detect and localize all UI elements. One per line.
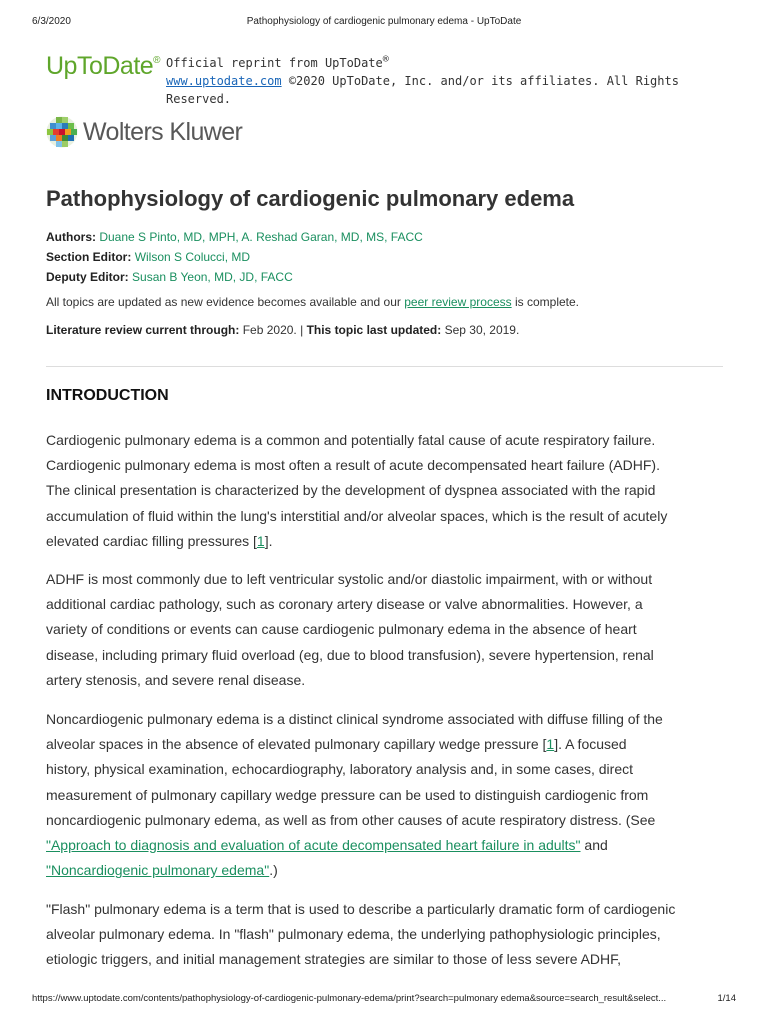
paragraph-2 [46, 567, 728, 693]
reprint-notice [166, 54, 738, 108]
deputy-editor-label: Deputy Editor: [46, 270, 129, 284]
reference-link-1[interactable]: 1 [546, 736, 555, 753]
authors-label: Authors: [46, 230, 96, 244]
reprint-line: Official reprint from UpToDate [166, 56, 383, 70]
paragraph-line: alveolar pulmonary edema. In "flash" pulmonary edema, the underlying pathophysiologic principles, [46, 926, 661, 943]
paragraph-line: variety of conditions or events can cause cardiogenic pulmonary edema in the absence of heart [46, 621, 637, 638]
print-header [0, 16, 768, 30]
authors-row [46, 227, 423, 247]
uptodate-site-link[interactable]: www.uptodate.com [166, 74, 282, 88]
paragraph-line: measurement of pulmonary capillary wedge pressure can be used to distinguish cardiogenic from [46, 786, 649, 803]
paragraph-line [46, 732, 728, 757]
paragraph-line: disease, including primary fluid overload (eg, due to blood transfusion), severe hypertension, renal [46, 646, 654, 663]
line-text: .) [269, 862, 278, 879]
reprint-registered-mark: ® [382, 54, 389, 65]
paragraph-line: history, physical examination, echocardiography, laboratory analysis and, in some cases, direct [46, 761, 633, 778]
print-title: Pathophysiology of cardiogenic pulmonary edema - UpToDate [246, 16, 522, 27]
paragraph-line: Cardiogenic pulmonary edema is a common and potentially fatal cause of acute respiratory failure. [46, 432, 656, 448]
update-note [46, 295, 579, 309]
print-url: https://www.uptodate.com/contents/pathophysiology-of-cardiogenic-pulmonary-edema/print?search=pulmonary edema&source=search_result&select... [32, 993, 667, 1004]
paragraph-line: accumulation of fluid within the lung's interstitial and/or alveolar spaces, which is the result of acutely [46, 507, 668, 524]
section-editor-label: Section Editor: [46, 250, 132, 264]
paragraph-line: artery stenosis, and severe renal disease. [46, 671, 306, 688]
line-text: and [580, 836, 608, 853]
deputy-editor-row [46, 267, 293, 287]
line-text: ]. [264, 532, 273, 549]
paragraph-line [46, 858, 728, 883]
registered-mark: ® [153, 55, 161, 66]
page-number: 1/14 [717, 993, 736, 1004]
paragraph-line [46, 833, 728, 858]
adhf-diagnosis-topic-link[interactable]: "Approach to diagnosis and evaluation of acute decompensated heart failure in adults" [46, 836, 581, 853]
line-text: elevated cardiac filling pressures [ [46, 532, 257, 549]
paragraph-3 [46, 707, 728, 883]
section-editor-value[interactable]: Wilson S Colucci, MD [134, 250, 251, 264]
paragraph-line: noncardiogenic pulmonary edema, as well as from other causes of acute respiratory distress. (See [46, 811, 656, 828]
divider [46, 366, 723, 367]
lit-review-label: Literature review current through: [46, 323, 240, 337]
update-note-tail: is complete. [514, 295, 579, 309]
paragraph-line [46, 529, 728, 554]
print-date: 6/3/2020 [32, 16, 71, 27]
print-footer [0, 993, 768, 1007]
paragraph-4 [46, 897, 728, 973]
paragraph-line: ADHF is most commonly due to left ventricular systolic and/or diastolic impairment, with or without [46, 571, 653, 587]
paragraph-line: Cardiogenic pulmonary edema is most often a result of acute decompensated heart failure (ADHF). [46, 457, 660, 474]
authors-value[interactable]: Duane S Pinto, MD, MPH, A. Reshad Garan, MD, MS, FACC [99, 230, 423, 244]
literature-review-line [46, 323, 519, 337]
wolters-kluwer-mosaic-icon [46, 116, 78, 148]
copyright-text: ©2020 UpToDate, Inc. and/or its affiliates. All Rights Reserved. [166, 74, 679, 106]
paragraph-line: Noncardiogenic pulmonary edema is a distinct clinical syndrome associated with diffuse filling of the [46, 711, 663, 727]
paragraph-line: etiologic triggers, and initial management strategies are similar to those of less severe ADHF, [46, 951, 622, 968]
line-text: ]. A focused [554, 736, 627, 753]
reference-link-1[interactable]: 1 [256, 532, 265, 549]
update-note-text: All topics are updated as new evidence becomes available and our [46, 295, 401, 309]
section-editor-row [46, 247, 250, 267]
brand-row [46, 52, 738, 106]
noncardiogenic-edema-topic-link[interactable]: "Noncardiogenic pulmonary edema" [46, 862, 270, 879]
section-heading-introduction: INTRODUCTION [46, 387, 169, 404]
lit-review-value: Feb 2020. | [242, 323, 304, 337]
deputy-editor-value[interactable]: Susan B Yeon, MD, JD, FACC [132, 270, 293, 284]
last-updated-label: This topic last updated: [306, 323, 442, 337]
last-updated-value: Sep 30, 2019. [444, 323, 520, 337]
page-title: Pathophysiology of cardiogenic pulmonary edema [46, 186, 575, 211]
paragraph-1 [46, 428, 728, 554]
paragraph-line: "Flash" pulmonary edema is a term that is used to describe a particularly dramatic form of cardiogenic [46, 901, 676, 917]
wolters-kluwer-wordmark: Wolters Kluwer [83, 118, 243, 146]
paragraph-line: The clinical presentation is characterized by the development of dyspnea associated with the rapid [46, 482, 656, 499]
line-text: alveolar spaces in the absence of elevated pulmonary capillary wedge pressure [ [46, 736, 547, 753]
uptodate-logo[interactable] [46, 52, 160, 81]
peer-review-link[interactable]: peer review process [404, 295, 512, 309]
uptodate-logo-text: UpToDate [46, 52, 154, 80]
paragraph-line: additional cardiac pathology, such as coronary artery disease or valve abnormalities. However, a [46, 596, 643, 613]
